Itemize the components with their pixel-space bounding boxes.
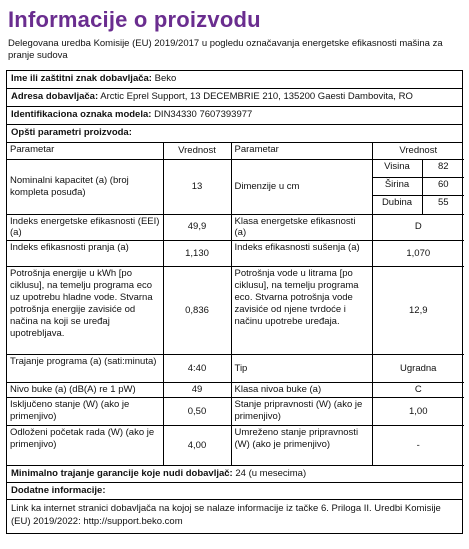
row-value: 49,9 <box>163 214 231 241</box>
row-value: 1,130 <box>163 241 231 267</box>
dimension-row <box>373 196 465 214</box>
table-row <box>7 214 464 241</box>
row-param: Odloženi početak rada (W) (ako je primenjivo) <box>7 426 163 466</box>
row-param-2: Indeks efikasnosti sušenja (a) <box>231 241 372 267</box>
row-value: 13 <box>163 159 231 214</box>
dimension-row <box>373 160 465 178</box>
supplier-address-row <box>7 89 462 107</box>
dimension-value: 55 <box>422 196 464 214</box>
supplier-name-value: Beko <box>154 73 177 84</box>
table-row <box>7 355 464 383</box>
supplier-name-label: Ime ili zaštitni znak dobavljača: <box>11 73 152 84</box>
warranty-label: Minimalno trajanje garancije koje nudi dobavljač: <box>11 468 233 480</box>
row-value-2: - <box>372 426 464 466</box>
header-param: Parametar <box>7 143 163 159</box>
row-param: Indeks energetske efikasnosti (EEI) (a) <box>7 214 163 241</box>
warranty-value: 24 (u mesecima) <box>235 468 307 480</box>
model-id-row <box>7 107 462 125</box>
row-param-2: Tip <box>231 355 372 383</box>
row-value: 0,50 <box>163 398 231 426</box>
row-param: Nivo buke (a) (dB(A) re 1 pW) <box>7 383 163 398</box>
supplier-address-label: Adresa dobavljača: <box>11 91 99 102</box>
support-link-text: Link ka internet stranici dobavljača na kojoj se nalaze informacije iz tačke 6. Priloga II. Uredbi Komisije (EU) 2019/2022: http://support.beko.com <box>7 499 462 533</box>
table-row <box>7 383 464 398</box>
row-param-2: Umreženo stanje pripravnosti (W) (ako je primenjivo) <box>231 426 372 466</box>
header-value-2: Vrednost <box>372 143 464 159</box>
model-id-value: DIN34330 7607393977 <box>154 109 253 120</box>
row-param: Potrošnja energije u kWh [po ciklusu], na temelju programa eco uz upotrebu hladne vode. Stvarna potrošnja energije zavisiće od načina na koji se uređaj upotrebljava. <box>7 267 163 355</box>
row-value-2: 1,070 <box>372 241 464 267</box>
dimension-value: 60 <box>422 178 464 196</box>
additional-info-title: Dodatne informacije: <box>11 485 106 497</box>
page-title: Informacije o proizvodu <box>8 7 261 32</box>
row-param: Trajanje programa (a) (sati:minuta) <box>7 355 163 383</box>
header-param-2: Parametar <box>231 143 372 159</box>
row-param-2: Stanje pripravnosti (W) (ako je primenjivo) <box>231 398 372 426</box>
row-param: Nominalni kapacitet (a) (broj kompleta posuđa) <box>7 159 163 214</box>
table-row <box>7 398 464 426</box>
dimensions-cell <box>372 159 464 214</box>
warranty-row <box>7 466 462 482</box>
table-row <box>7 241 464 267</box>
row-param: Indeks efikasnosti pranja (a) <box>7 241 163 267</box>
additional-info-header <box>7 482 462 499</box>
row-value: 0,836 <box>163 267 231 355</box>
row-param-2: Potrošnja vode u litrama [po ciklusu], na temelju programa eco. Stvarna potrošnja vode zavisiće od njene tvrdoće i načinu upotrebe uređaja. <box>231 267 372 355</box>
page-subtitle: Delegovana uredba Komisije (EU) 2019/2017 u pogledu označavanja energetske efikasnosti mašina za pranje sudova <box>8 38 443 62</box>
row-param-2: Dimenzije u cm <box>231 159 372 214</box>
row-value: 49 <box>163 383 231 398</box>
dimensions-table <box>373 160 465 214</box>
table-row <box>7 267 464 355</box>
row-value-2: Ugradna <box>372 355 464 383</box>
dimension-row <box>373 178 465 196</box>
general-params-header <box>7 125 462 143</box>
table-row <box>7 159 464 214</box>
product-info-sheet <box>6 70 463 534</box>
model-id-label: Identifikaciona oznaka modela: <box>11 109 152 120</box>
table-header-row <box>7 143 464 159</box>
dimension-label: Širina <box>373 178 423 196</box>
row-value: 4,00 <box>163 426 231 466</box>
row-value-2: 1,00 <box>372 398 464 426</box>
header-value: Vrednost <box>163 143 231 159</box>
row-value-2: 12,9 <box>372 267 464 355</box>
supplier-name-row <box>7 71 462 89</box>
row-value-2: C <box>372 383 464 398</box>
table-row <box>7 426 464 466</box>
row-value-2: D <box>372 214 464 241</box>
supplier-address-value: Arctic Eprel Support, 13 DECEMBRIE 210, 135200 Gaesti Dambovita, RO <box>100 91 413 102</box>
row-param-2: Klasa energetske efikasnosti (a) <box>231 214 372 241</box>
dimension-label: Visina <box>373 160 423 178</box>
parameters-table <box>7 143 464 466</box>
row-value: 4:40 <box>163 355 231 383</box>
dimension-label: Dubina <box>381 197 413 208</box>
row-param: Isključeno stanje (W) (ako je primenjivo) <box>7 398 163 426</box>
dimension-value: 82 <box>422 160 464 178</box>
row-param-2: Klasa nivoa buke (a) <box>231 383 372 398</box>
general-params-title: Opšti parametri proizvoda: <box>11 127 132 138</box>
